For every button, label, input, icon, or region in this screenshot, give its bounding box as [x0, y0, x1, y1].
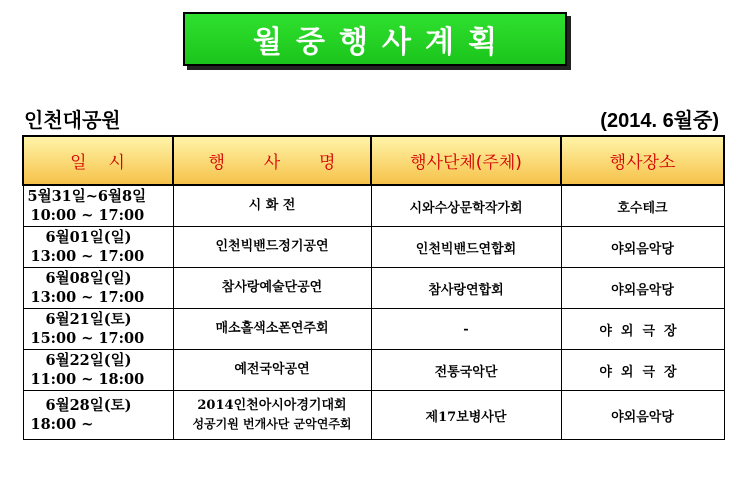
- row-place: 호수테크: [561, 185, 724, 227]
- row-organizer: 전통국악단: [371, 350, 561, 391]
- row-place: 야외극장: [561, 350, 724, 391]
- row-event-line1: 시 화 전: [248, 198, 296, 213]
- row-organizer: -: [371, 309, 561, 350]
- header-organizer: 행사단체(주체): [371, 136, 561, 185]
- row-event: [173, 309, 371, 350]
- table-row: [23, 268, 724, 309]
- page-title: 월중행사계획: [253, 25, 511, 60]
- row-date: 6월08일(일): [45, 270, 132, 287]
- title-banner: [183, 12, 567, 66]
- row-datetime: [23, 350, 173, 391]
- row-datetime: [23, 391, 173, 440]
- row-event-line1: 2014인천아시아경기대회: [197, 398, 347, 413]
- row-place: 야외음악당: [561, 391, 724, 440]
- header-datetime: 일시: [23, 136, 173, 185]
- row-date: 5월31일~6월8일: [27, 188, 147, 205]
- row-event-line1: 인천빅밴드정기공연: [215, 239, 329, 254]
- row-event: [173, 227, 371, 268]
- table-header-row: [23, 136, 724, 185]
- row-organizer: 시와수상문학작가회: [371, 185, 561, 227]
- row-date: 6월01일(일): [45, 229, 132, 246]
- row-event: [173, 391, 371, 440]
- table-row: [23, 391, 724, 440]
- table-row: [23, 309, 724, 350]
- row-date: 6월28일(토): [45, 397, 132, 414]
- row-event: [173, 350, 371, 391]
- row-time: 15:00 ~ 17:00: [30, 330, 145, 347]
- row-event-line1: 매소홀색소폰연주회: [215, 321, 329, 336]
- header-place: 행사장소: [561, 136, 724, 185]
- row-event: [173, 268, 371, 309]
- row-date: 6월21일(토): [45, 311, 132, 328]
- row-time: 18:00 ~: [30, 416, 94, 433]
- table-row: [23, 350, 724, 391]
- row-place: 야외극장: [561, 309, 724, 350]
- header-event-label: 행 사 명: [208, 153, 336, 173]
- row-datetime: [23, 227, 173, 268]
- row-date: 6월22일(일): [45, 352, 132, 369]
- row-event: [173, 185, 371, 227]
- row-organizer: 제17보병사단: [371, 391, 561, 440]
- row-time: 13:00 ~ 17:00: [30, 248, 145, 265]
- row-time: 11:00 ~ 18:00: [30, 371, 145, 388]
- row-time: 10:00 ~ 17:00: [30, 207, 145, 224]
- row-organizer: 참사랑연합회: [371, 268, 561, 309]
- row-time: 13:00 ~ 17:00: [30, 289, 145, 306]
- row-event-line1: 예전국악공연: [234, 362, 310, 377]
- row-event-line2: 성공기원 번개사단 군악연주회: [192, 417, 352, 431]
- row-place: 야외음악당: [561, 268, 724, 309]
- row-event-line1: 참사랑예술단공연: [221, 280, 323, 295]
- period-label: (2014. 6월중): [600, 110, 719, 132]
- row-organizer: 인천빅밴드연합회: [371, 227, 561, 268]
- row-datetime: [23, 268, 173, 309]
- table-row: [23, 185, 724, 227]
- row-place: 야외음악당: [561, 227, 724, 268]
- organization-label: 인천대공원: [24, 108, 121, 132]
- header-event: [173, 136, 371, 185]
- row-datetime: [23, 185, 173, 227]
- events-table: [22, 135, 725, 440]
- table-row: [23, 227, 724, 268]
- row-datetime: [23, 309, 173, 350]
